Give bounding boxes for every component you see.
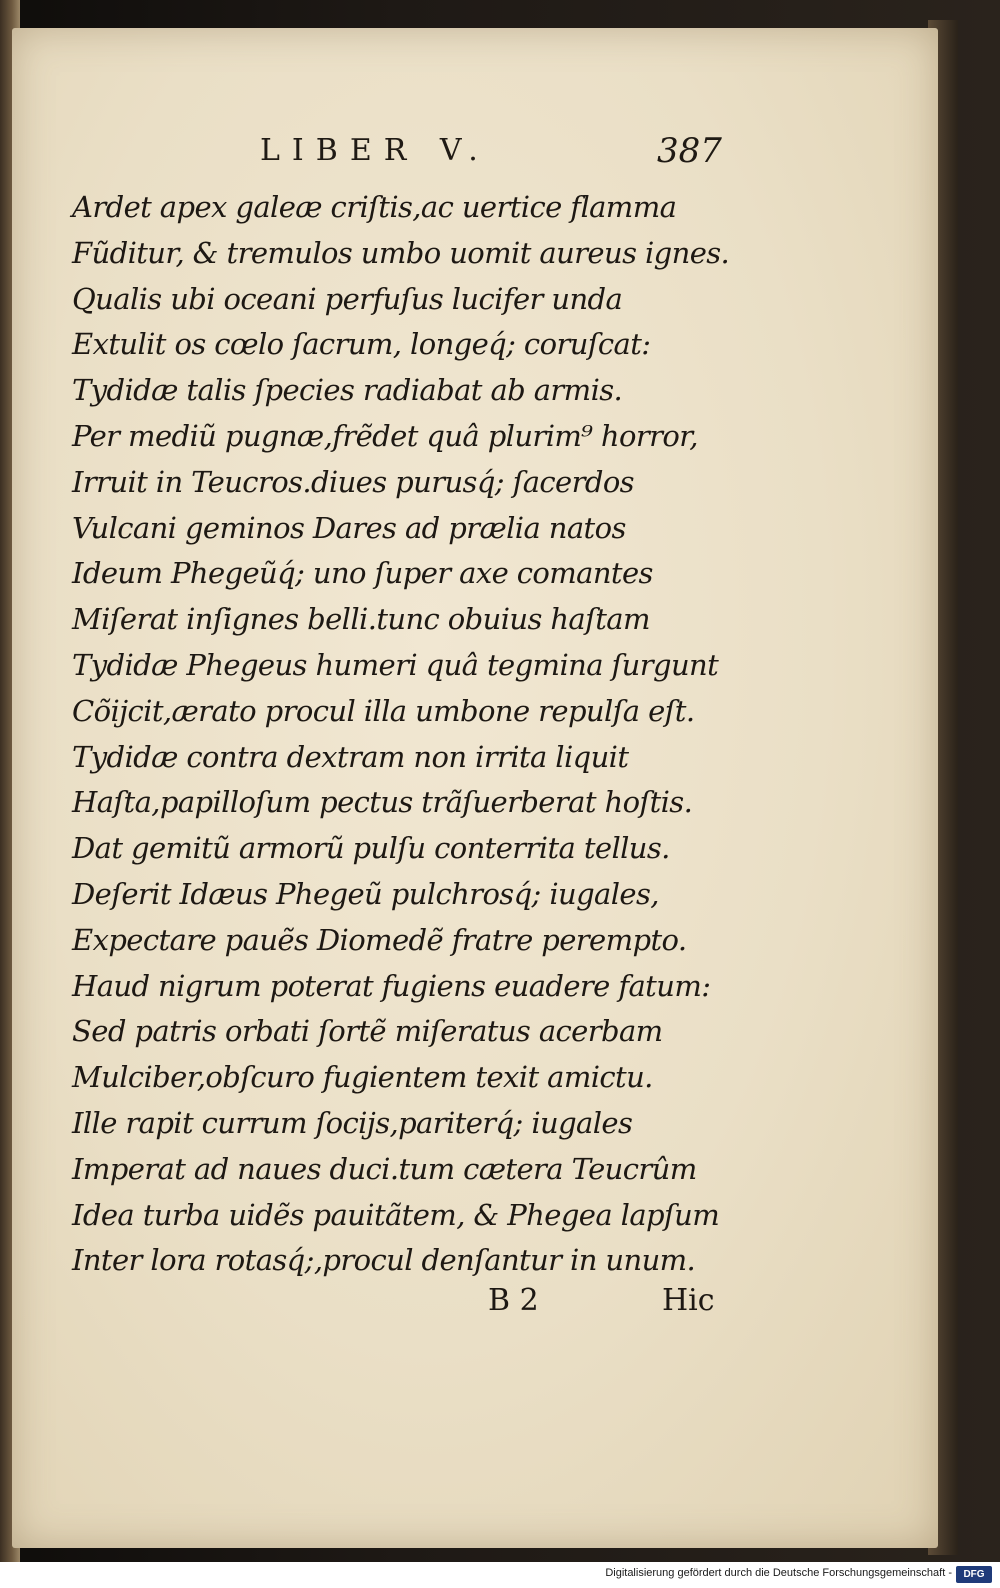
signature-mark: B 2: [488, 1283, 539, 1318]
verse-line: Mulciber,obſcuro fugientem texit amictu.: [72, 1060, 653, 1095]
running-head: LIBER V.: [260, 133, 490, 168]
verse-line: Qualis ubi oceani perfuſus lucifer unda: [72, 281, 623, 316]
verse-line: Dat gemitũ armorũ pulſu conterrita tellus.: [72, 831, 670, 866]
credit-bar: [0, 1562, 1000, 1588]
verse-line: Haſta,papilloſum pectus trãſuerberat hoſtis.: [72, 785, 693, 820]
verse-line: Tydidæ contra dextram non irrita liquit: [72, 739, 629, 774]
verse-line: Haud nigrum poterat fugiens euadere fatum:: [72, 968, 711, 1003]
verse-line: Expectare pauẽs Diomedẽ fratre perempto.: [72, 922, 687, 957]
verse-line: Ardet apex galeæ criſtis,ac uertice flamma: [72, 190, 677, 224]
verse-line: Tydidæ talis ſpecies radiabat ab armis.: [72, 373, 623, 408]
verse-line: Ideum Phegeũq́; uno ſuper axe comantes: [72, 556, 653, 591]
verse-line: Sed patris orbati ſortẽ miſeratus acerbam: [72, 1014, 663, 1049]
verse-line: Extulit os cœlo ſacrum, longeq́; coruſcat:: [72, 327, 651, 362]
verse-line: Cõijcit,ærato procul illa umbone repulſa eſt.: [72, 693, 695, 728]
verse-line: Tydidæ Phegeus humeri quâ tegmina ſurgunt: [72, 647, 719, 682]
verse-line: Per mediũ pugnæ,frẽdet quâ plurim⁹ horror,: [72, 418, 698, 453]
page-header: [12, 123, 938, 183]
verse-block: [72, 185, 732, 1284]
verse-line: Imperat ad naues duci.tum cætera Teucrûm: [72, 1151, 697, 1186]
page-number: 387: [657, 131, 722, 171]
catchword: Hic: [662, 1283, 715, 1318]
verse-line: Ille rapit currum ſocijs,pariterq́; iugales: [72, 1105, 633, 1140]
verse-line: Deſerit Idæus Phegeũ pulchrosq́; iugales,: [72, 876, 659, 911]
book-page: [12, 28, 938, 1548]
verse-line: Inter lora rotasq́;,procul denſantur in unum.: [72, 1243, 696, 1278]
verse-line: Idea turba uidẽs pauitãtem, & Phegea lapſum: [72, 1197, 720, 1232]
dfg-logo: DFG: [956, 1566, 992, 1583]
verse-line: Irruit in Teucros.diues purusq́; ſacerdos: [72, 464, 634, 499]
verse-line: Vulcani geminos Dares ad prælia natos: [72, 510, 626, 545]
verse-line: Miſerat inſignes belli.tunc obuius haſtam: [72, 602, 650, 637]
verse-line: Fũditur, & tremulos umbo uomit aureus ignes.: [72, 235, 730, 270]
credit-text: Digitalisierung gefördert durch die Deutsche Forschungsgemeinschaft -: [605, 1567, 952, 1579]
